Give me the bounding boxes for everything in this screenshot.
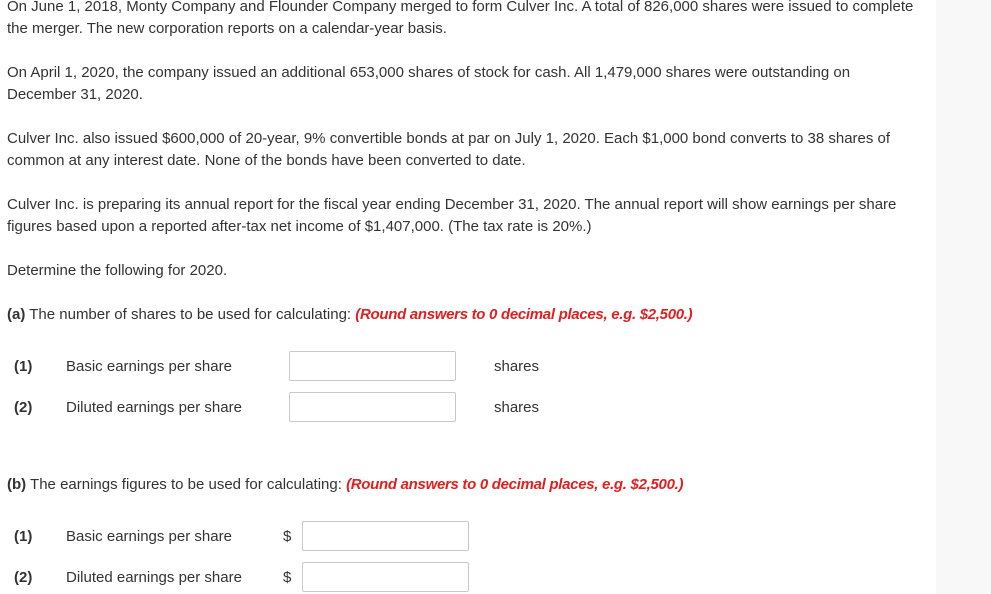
part-a-heading bbox=[7, 304, 692, 326]
problem-paragraph-4: Culver Inc. is preparing its annual report for the fiscal year ending December 31, 2020. The annual report will show earnings per share figures based upon a reported after-tax net income of $1,407,000. (The tax rate is 20%.) bbox=[7, 196, 897, 235]
basic-eps-shares-input[interactable] bbox=[289, 351, 456, 381]
dollar-sign: $ bbox=[283, 528, 292, 545]
part-b-tag: (b) bbox=[7, 476, 27, 493]
row-number: (2) bbox=[14, 569, 33, 586]
part-a-tag: (a) bbox=[7, 306, 26, 323]
row-label: Basic earnings per share bbox=[66, 358, 232, 375]
part-b-rounding-hint: (Round answers to 0 decimal places, e.g. $2,500.) bbox=[346, 476, 684, 493]
part-b-row-diluted bbox=[0, 562, 700, 594]
row-label: Diluted earnings per share bbox=[66, 569, 242, 586]
row-number: (1) bbox=[14, 528, 33, 545]
problem-paragraph-3: Culver Inc. also issued $600,000 of 20-year, 9% convertible bonds at par on July 1, 2020. Each $1,000 bond converts to 38 shares of common at any interest date. None of the bonds have been converted to date. bbox=[7, 130, 891, 169]
diluted-eps-earnings-input[interactable] bbox=[302, 562, 469, 592]
part-b-row-basic bbox=[0, 521, 700, 553]
side-panel bbox=[936, 0, 991, 594]
problem-paragraph-2: On April 1, 2020, the company issued an additional 653,000 shares of stock for cash. All 1,479,000 shares were outstanding on December 31, 2020. bbox=[7, 64, 851, 103]
basic-eps-earnings-input[interactable] bbox=[302, 521, 469, 551]
part-a-rounding-hint: (Round answers to 0 decimal places, e.g. $2,500.) bbox=[355, 306, 693, 323]
row-label: Basic earnings per share bbox=[66, 528, 232, 545]
part-a-text: The number of shares to be used for calculating: bbox=[25, 306, 356, 323]
part-a-row-basic bbox=[0, 351, 700, 383]
row-label: Diluted earnings per share bbox=[66, 399, 242, 416]
unit-label: shares bbox=[494, 399, 540, 416]
part-a-row-diluted bbox=[0, 392, 700, 424]
row-number: (1) bbox=[14, 358, 33, 375]
part-b-heading bbox=[7, 474, 683, 496]
unit-label: shares bbox=[494, 358, 540, 375]
dollar-sign: $ bbox=[283, 569, 292, 586]
problem-instruction: Determine the following for 2020. bbox=[7, 262, 228, 279]
part-b-text: The earnings figures to be used for calculating: bbox=[26, 476, 347, 493]
diluted-eps-shares-input[interactable] bbox=[289, 392, 456, 422]
row-number: (2) bbox=[14, 399, 33, 416]
problem-paragraph-1: On June 1, 2018, Monty Company and Flounder Company merged to form Culver Inc. A total of 826,000 shares were issued to complete the merger. The new corporation reports on a calendar-year basis. bbox=[7, 0, 914, 37]
